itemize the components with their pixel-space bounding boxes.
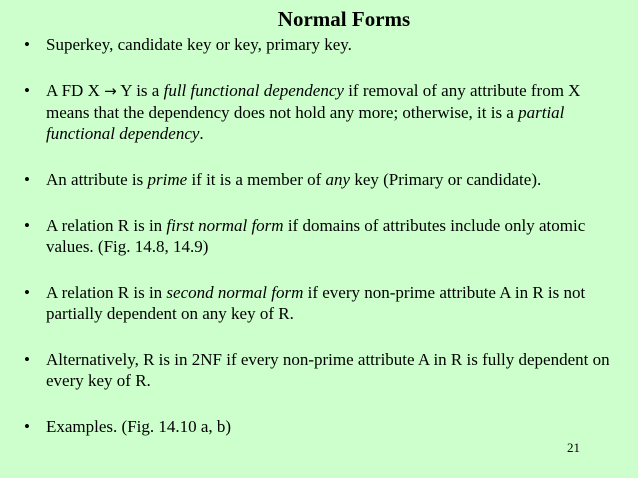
2nf-alt-text: Alternatively, R is in 2NF if every non-prime attribute A in R is fully dependent on every key of R. [46,350,610,390]
prime-text-pre: An attribute is [46,170,148,189]
partial-fd-term: partial functional dependency [46,103,565,143]
bullet-first-normal-form [24,215,614,257]
bullet-examples [24,416,614,437]
1nf-text-pre: A relation R is in [46,216,167,235]
slide-title [0,6,638,32]
bullet-keys [24,34,614,55]
2nf-term: second normal form [166,283,304,302]
fd-text-post2: . [199,124,204,143]
page-number: 21 [567,440,580,455]
bullet-2nf-alternative [24,349,614,391]
slide-title-text: Normal Forms [277,7,411,31]
1nf-text-post: if domains of attributes include only atomic values. (Fig. 14.8, 14.9) [46,216,586,256]
bullet-prime-attribute [24,169,614,190]
any-term: any [325,170,351,189]
right-arrow-icon: → [104,82,117,100]
prime-text-mid: if it is a member of [187,170,326,189]
fd-text-pre: A FD X [46,81,105,100]
bullet-list [24,34,614,437]
prime-text-post: key (Primary or candidate). [350,170,542,189]
full-fd-term: full functional dependency [163,81,344,100]
fd-text-post1: if removal of any attribute from X means that the dependency does not hold any more; otherwise, it is a [46,81,581,122]
1nf-term: first normal form [166,216,284,235]
2nf-text-pre: A relation R is in [46,283,167,302]
2nf-text-post: if every non-prime attribute A in R is not partially dependent on any key of R. [46,283,586,323]
prime-term: prime [147,170,188,189]
examples-text: Examples. (Fig. 14.10 a, b) [46,417,232,436]
bullet-second-normal-form [24,282,614,324]
bullet-keys-text: Superkey, candidate key or key, primary key. [46,35,352,54]
bullet-functional-dependency [24,80,614,144]
fd-text-mid: Y is a [116,81,164,100]
